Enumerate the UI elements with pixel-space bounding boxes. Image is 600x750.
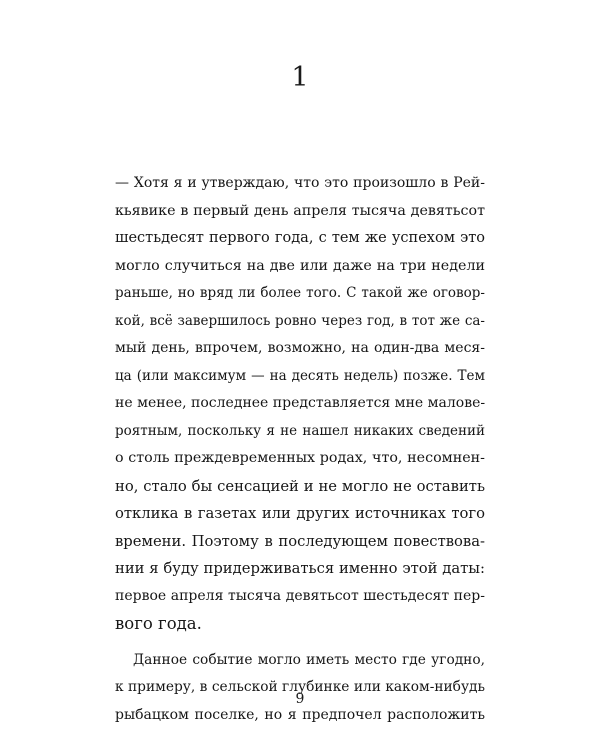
text-line: шестьдесят первого года, с тем же успехом это (115, 230, 485, 246)
text-line: — Хотя я и утверждаю, что это произошло в Рей- (115, 175, 485, 191)
text-line: первое апреля тысяча девятьсот шестьдесят пер- (115, 587, 485, 604)
paragraph (115, 647, 485, 730)
text-line: времени. Поэтому в последующем повествова- (115, 532, 485, 550)
paragraph (115, 170, 485, 638)
text-line: Данное событие могло иметь место где угодно, (133, 651, 485, 668)
text-line: могло случиться на две или даже на три недели (115, 257, 485, 274)
text-line: отклика в газетах или других источниках того (115, 505, 485, 522)
paragraph-gap (115, 638, 485, 647)
text-line: раньше, но вряд ли более того. С такой же оговор- (115, 285, 485, 301)
body-text (115, 170, 485, 729)
text-line: но, стало бы сенсацией и не могло не оставить (115, 477, 485, 495)
page-number: 9 (295, 691, 305, 707)
text-line: ца (или максимум — на десять недель) позже. Тем (115, 367, 485, 384)
text-line: о столь преждевременных родах, что, несомнен- (115, 450, 485, 466)
text-line: кой, всё завершилось ровно через год, в тот же са- (115, 312, 485, 329)
text-line: рыбацком поселке, но я предпочел расположить (115, 706, 485, 723)
text-line: не менее, последнее представляется мне малове- (115, 395, 486, 411)
text-line: мый день, впрочем, возможно, на один-два меся- (115, 340, 485, 356)
text-line: к примеру, в сельской глубинке или каком-нибудь (115, 679, 485, 695)
text-line: нии я буду придерживаться именно этой даты: (115, 560, 485, 577)
chapter-number: 1 (291, 62, 309, 93)
text-line: кьявике в первый день апреля тысяча девятьсот (115, 202, 485, 219)
text-line: вого года. (115, 614, 202, 633)
text-line: роятным, поскольку я не нашел никаких сведений (115, 422, 485, 439)
